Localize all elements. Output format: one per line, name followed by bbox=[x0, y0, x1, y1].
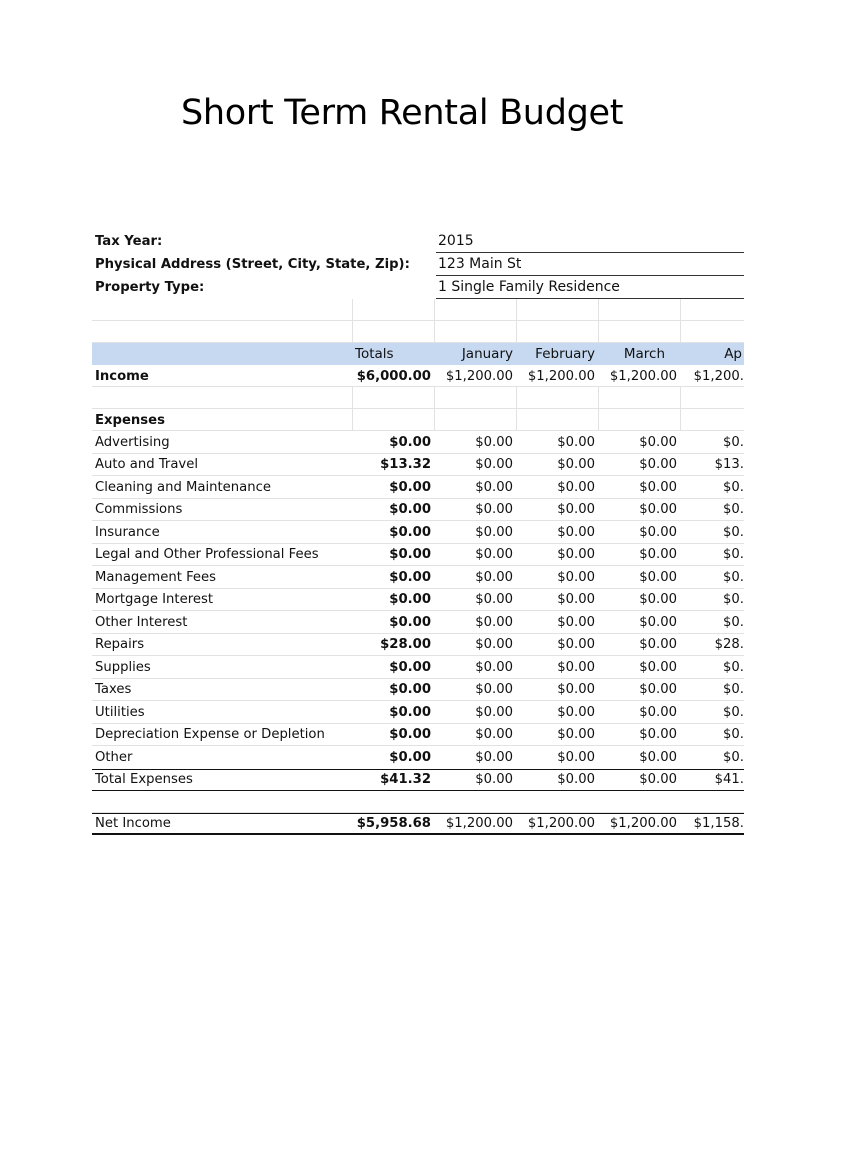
net-income-march: $1,200.00 bbox=[609, 815, 677, 831]
expense-totals-value: $0.00 bbox=[389, 547, 431, 563]
expense-february-value[interactable]: $0.00 bbox=[557, 614, 595, 630]
expense-april-value[interactable]: $0. bbox=[723, 502, 744, 518]
expense-label: Management Fees bbox=[95, 569, 217, 585]
expense-totals-value: $0.00 bbox=[389, 614, 431, 630]
expense-february-value[interactable]: $0.00 bbox=[557, 682, 595, 698]
expense-row bbox=[92, 656, 744, 679]
expense-april-value[interactable]: $0. bbox=[723, 704, 744, 720]
expense-march-value[interactable]: $0.00 bbox=[639, 659, 677, 675]
expense-january-value[interactable]: $0.00 bbox=[475, 749, 513, 765]
expense-january-value[interactable]: $0.00 bbox=[475, 524, 513, 540]
income-january[interactable]: $1,200.00 bbox=[445, 368, 513, 384]
address-label: Physical Address (Street, City, State, Zip): bbox=[95, 257, 410, 272]
budget-sheet bbox=[92, 230, 744, 835]
col-header-march: March bbox=[623, 346, 665, 362]
expense-february-value[interactable]: $0.00 bbox=[557, 727, 595, 743]
col-header-february: February bbox=[535, 346, 595, 362]
expense-label: Other bbox=[95, 749, 133, 765]
expense-row bbox=[92, 431, 744, 454]
expense-february-value[interactable]: $0.00 bbox=[557, 659, 595, 675]
expense-march-value[interactable]: $0.00 bbox=[639, 727, 677, 743]
expense-february-value[interactable]: $0.00 bbox=[557, 524, 595, 540]
net-income-april: $1,158. bbox=[693, 815, 744, 831]
tax-year-value[interactable]: 2015 bbox=[436, 230, 744, 253]
expense-march-value[interactable]: $0.00 bbox=[639, 592, 677, 608]
income-february[interactable]: $1,200.00 bbox=[527, 368, 595, 384]
expense-totals-value: $0.00 bbox=[389, 434, 431, 450]
col-header-totals: Totals bbox=[355, 346, 394, 362]
expense-march-value[interactable]: $0.00 bbox=[639, 749, 677, 765]
page-title: Short Term Rental Budget bbox=[181, 93, 624, 133]
expense-january-value[interactable]: $0.00 bbox=[475, 637, 513, 653]
expense-january-value[interactable]: $0.00 bbox=[475, 457, 513, 473]
income-label: Income bbox=[95, 368, 149, 384]
expense-label: Advertising bbox=[95, 434, 170, 450]
total-expenses-february: $0.00 bbox=[557, 772, 595, 787]
expense-march-value[interactable]: $0.00 bbox=[639, 682, 677, 698]
expense-row bbox=[92, 679, 744, 702]
income-april[interactable]: $1,200. bbox=[693, 368, 744, 384]
info-row-address bbox=[92, 253, 744, 276]
expense-february-value[interactable]: $0.00 bbox=[557, 457, 595, 473]
expense-totals-value: $0.00 bbox=[389, 659, 431, 675]
col-header-january: January bbox=[461, 346, 513, 362]
expense-april-value[interactable]: $13. bbox=[714, 457, 744, 473]
expense-totals-value: $0.00 bbox=[389, 592, 431, 608]
column-header-row bbox=[92, 343, 744, 365]
expense-label: Repairs bbox=[95, 637, 145, 653]
expense-march-value[interactable]: $0.00 bbox=[639, 524, 677, 540]
net-income-label: Net Income bbox=[95, 815, 171, 831]
expense-totals-value: $0.00 bbox=[389, 502, 431, 518]
net-income-row bbox=[92, 813, 744, 835]
expense-label: Supplies bbox=[95, 659, 151, 675]
net-income-totals: $5,958.68 bbox=[356, 815, 431, 831]
expense-totals-value: $0.00 bbox=[389, 479, 431, 495]
property-type-label: Property Type: bbox=[95, 280, 205, 295]
expense-february-value[interactable]: $0.00 bbox=[557, 637, 595, 653]
expense-row bbox=[92, 499, 744, 522]
expense-row bbox=[92, 701, 744, 724]
expense-march-value[interactable]: $0.00 bbox=[639, 547, 677, 563]
total-expenses-april: $41. bbox=[714, 772, 744, 787]
expense-february-value[interactable]: $0.00 bbox=[557, 547, 595, 563]
info-row-tax-year bbox=[92, 230, 744, 253]
expense-february-value[interactable]: $0.00 bbox=[557, 749, 595, 765]
expense-totals-value: $0.00 bbox=[389, 524, 431, 540]
expenses-heading: Expenses bbox=[95, 412, 165, 428]
expense-march-value[interactable]: $0.00 bbox=[639, 479, 677, 495]
expense-row bbox=[92, 476, 744, 499]
expense-row bbox=[92, 634, 744, 657]
expense-january-value[interactable]: $0.00 bbox=[475, 434, 513, 450]
expense-march-value[interactable]: $0.00 bbox=[639, 614, 677, 630]
expense-january-value[interactable]: $0.00 bbox=[475, 569, 513, 585]
expense-january-value[interactable]: $0.00 bbox=[475, 659, 513, 675]
expense-april-value[interactable]: $0. bbox=[723, 682, 744, 698]
address-value[interactable]: 123 Main St bbox=[436, 253, 744, 276]
expense-row bbox=[92, 544, 744, 567]
expense-march-value[interactable]: $0.00 bbox=[639, 457, 677, 473]
expense-march-value[interactable]: $0.00 bbox=[639, 569, 677, 585]
expense-january-value[interactable]: $0.00 bbox=[475, 592, 513, 608]
net-income-february: $1,200.00 bbox=[527, 815, 595, 831]
expense-april-value[interactable]: $0. bbox=[723, 547, 744, 563]
total-expenses-january: $0.00 bbox=[475, 772, 513, 787]
expense-totals-value: $28.00 bbox=[380, 637, 431, 653]
expense-january-value[interactable]: $0.00 bbox=[475, 479, 513, 495]
expense-march-value[interactable]: $0.00 bbox=[639, 434, 677, 450]
expense-february-value[interactable]: $0.00 bbox=[557, 569, 595, 585]
total-expenses-totals: $41.32 bbox=[380, 772, 431, 787]
expense-january-value[interactable]: $0.00 bbox=[475, 682, 513, 698]
expense-label: Other Interest bbox=[95, 614, 188, 630]
spacer-row bbox=[92, 791, 744, 813]
total-expenses-row bbox=[92, 769, 744, 791]
expense-row bbox=[92, 746, 744, 769]
expense-january-value[interactable]: $0.00 bbox=[475, 614, 513, 630]
expense-row bbox=[92, 589, 744, 612]
info-row-property-type bbox=[92, 276, 744, 299]
expense-label: Commissions bbox=[95, 502, 183, 518]
expense-april-value[interactable]: $0. bbox=[723, 659, 744, 675]
expense-totals-value: $0.00 bbox=[389, 569, 431, 585]
expense-april-value[interactable]: $0. bbox=[723, 434, 744, 450]
expense-label: Mortgage Interest bbox=[95, 592, 213, 608]
expense-label: Insurance bbox=[95, 524, 160, 540]
income-totals: $6,000.00 bbox=[356, 368, 431, 384]
spacer-row bbox=[92, 299, 744, 321]
income-row bbox=[92, 365, 744, 387]
expenses-heading-row bbox=[92, 409, 744, 431]
col-header-april: Ap bbox=[724, 346, 742, 362]
expense-row bbox=[92, 566, 744, 589]
expense-april-value[interactable]: $0. bbox=[723, 524, 744, 540]
expense-january-value[interactable]: $0.00 bbox=[475, 727, 513, 743]
expense-label: Depreciation Expense or Depletion bbox=[95, 727, 325, 743]
expense-march-value[interactable]: $0.00 bbox=[639, 704, 677, 720]
expense-totals-value: $0.00 bbox=[389, 682, 431, 698]
expense-april-value[interactable]: $0. bbox=[723, 749, 744, 765]
expense-march-value[interactable]: $0.00 bbox=[639, 502, 677, 518]
tax-year-label: Tax Year: bbox=[95, 234, 163, 249]
expense-april-value[interactable]: $0. bbox=[723, 592, 744, 608]
expense-row bbox=[92, 724, 744, 747]
expense-february-value[interactable]: $0.00 bbox=[557, 592, 595, 608]
expense-totals-value: $0.00 bbox=[389, 749, 431, 765]
total-expenses-march: $0.00 bbox=[639, 772, 677, 787]
expense-march-value[interactable]: $0.00 bbox=[639, 637, 677, 653]
expense-january-value[interactable]: $0.00 bbox=[475, 547, 513, 563]
expense-totals-value: $13.32 bbox=[380, 457, 431, 473]
expense-february-value[interactable]: $0.00 bbox=[557, 479, 595, 495]
expense-february-value[interactable]: $0.00 bbox=[557, 434, 595, 450]
expense-january-value[interactable]: $0.00 bbox=[475, 502, 513, 518]
expense-totals-value: $0.00 bbox=[389, 727, 431, 743]
expense-april-value[interactable]: $0. bbox=[723, 479, 744, 495]
expense-april-value[interactable]: $0. bbox=[723, 727, 744, 743]
spacer-row bbox=[92, 321, 744, 343]
expense-label: Legal and Other Professional Fees bbox=[95, 547, 319, 563]
expense-april-value[interactable]: $0. bbox=[723, 569, 744, 585]
total-expenses-label: Total Expenses bbox=[95, 772, 193, 787]
spacer-row bbox=[92, 387, 744, 409]
expense-april-value[interactable]: $28. bbox=[714, 637, 744, 653]
expense-label: Utilities bbox=[95, 704, 145, 720]
expense-february-value[interactable]: $0.00 bbox=[557, 704, 595, 720]
expense-row bbox=[92, 454, 744, 477]
income-march[interactable]: $1,200.00 bbox=[609, 368, 677, 384]
expense-april-value[interactable]: $0. bbox=[723, 614, 744, 630]
expense-totals-value: $0.00 bbox=[389, 704, 431, 720]
expense-row bbox=[92, 521, 744, 544]
net-income-january: $1,200.00 bbox=[445, 815, 513, 831]
property-type-value[interactable]: 1 Single Family Residence bbox=[436, 276, 744, 299]
expense-row bbox=[92, 611, 744, 634]
expense-label: Cleaning and Maintenance bbox=[95, 479, 271, 495]
expense-february-value[interactable]: $0.00 bbox=[557, 502, 595, 518]
expense-label: Auto and Travel bbox=[95, 457, 199, 473]
expense-january-value[interactable]: $0.00 bbox=[475, 704, 513, 720]
expense-label: Taxes bbox=[95, 682, 132, 698]
